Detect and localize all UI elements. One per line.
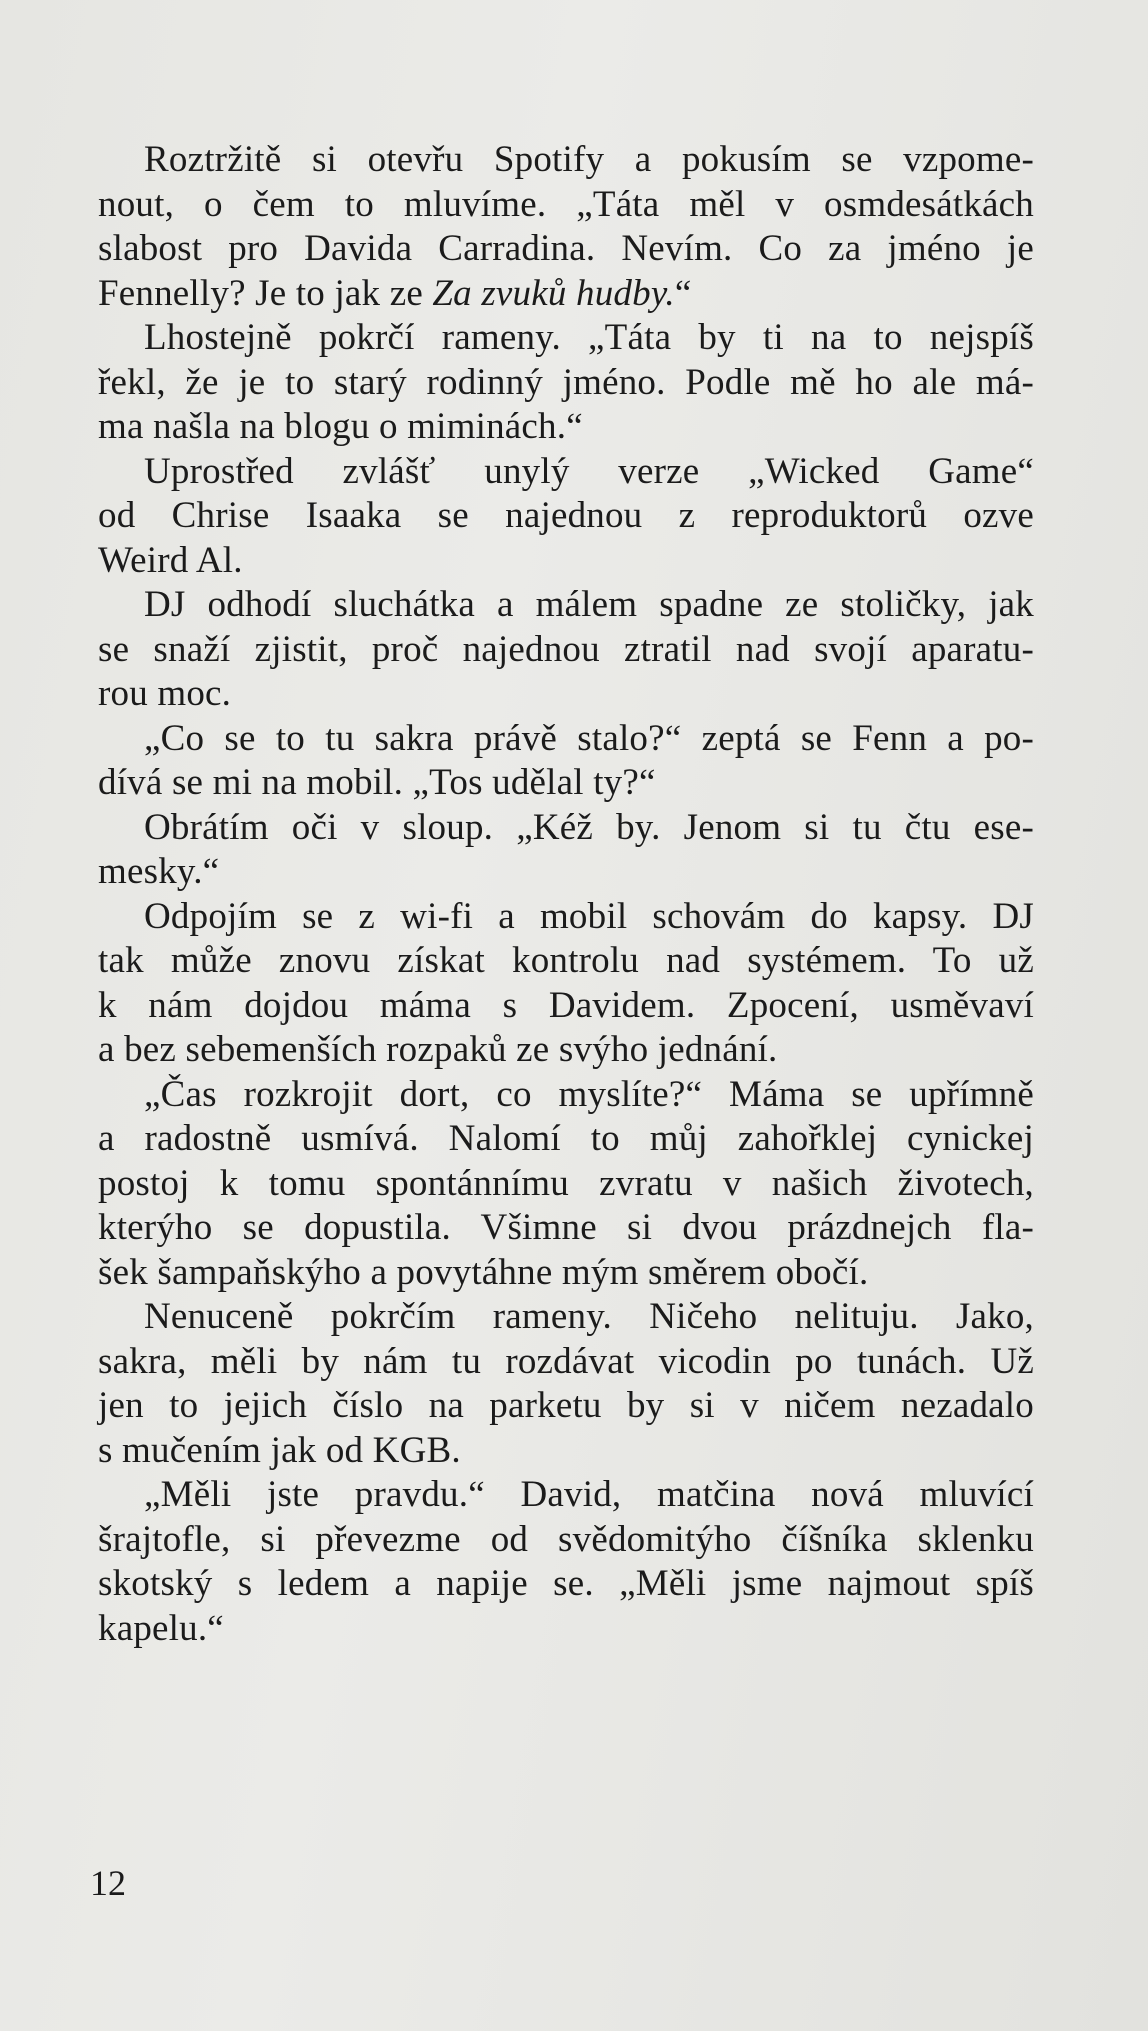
paragraph [98, 717, 1034, 806]
page-number: 12 [90, 1863, 126, 1903]
text-line: Obrátím oči v sloup. „Kéž by. Jenom si tu čtu ese- [144, 806, 1034, 848]
text-line: Fennelly? Je to jak ze Za zvuků hudby.“ [98, 272, 692, 314]
text-line: slabost pro Davida Carradina. Nevím. Co za jméno je [98, 228, 1034, 269]
text-line: od Chrise Isaaka se najednou z reproduktorů ozve [98, 495, 1034, 536]
text-line: kapelu.“ [98, 1607, 224, 1649]
text-line: Weird Al. [98, 539, 243, 581]
text-line: a bez sebemenších rozpaků ze svýho jednání. [98, 1029, 778, 1070]
text-line: tak může znovu získat kontrolu nad systémem. To už [98, 940, 1034, 981]
body-text [98, 138, 1034, 1651]
text-line: šrajtofle, si převezme od svědomitýho číšníka sklenku [98, 1518, 1034, 1560]
paragraph [98, 583, 1034, 717]
text-line: dívá se mi na mobil. „Tos udělal ty?“ [98, 762, 656, 803]
paragraph [98, 806, 1034, 895]
paragraph [98, 895, 1034, 1073]
text-line: jen to jejich číslo na parketu by si v ničem nezadalo [98, 1385, 1034, 1426]
text-line: „Čas rozkrojit dort, co myslíte?“ Máma se upřímně [144, 1073, 1034, 1115]
text-line: kterýho se dopustila. Všimne si dvou prázdnejch fla- [98, 1207, 1034, 1248]
text-line: Odpojím se z wi-fi a mobil schovám do kapsy. DJ [144, 895, 1034, 937]
text-line: mesky.“ [98, 851, 220, 892]
text-line: „Co se to tu sakra právě stalo?“ zeptá se Fenn a po- [144, 717, 1034, 759]
text-line: se snaží zjistit, proč najednou ztratil nad svojí aparatu- [98, 628, 1034, 670]
text-line: Lhostejně pokrčí rameny. „Táta by ti na to nejspíš [144, 317, 1034, 358]
paragraph [98, 1295, 1034, 1473]
text-line: a radostně usmívá. Nalomí to můj zahořklej cynickej [98, 1118, 1034, 1159]
italic-title: Za zvuků hudby. [432, 272, 675, 314]
text-line: řekl, že je to starý rodinný jméno. Podle mě ho ale má- [98, 361, 1034, 403]
text-line: k nám dojdou máma s Davidem. Zpocení, usměvaví [98, 984, 1034, 1026]
text-line: ma našla na blogu o miminách.“ [98, 406, 583, 447]
text-line: DJ odhodí sluchátka a málem spadne ze stoličky, jak [144, 584, 1034, 625]
text-line: s mučením jak od KGB. [98, 1429, 461, 1471]
text-line: rou moc. [98, 673, 232, 714]
paragraph [98, 1473, 1034, 1651]
paragraph [98, 1073, 1034, 1296]
paragraph [98, 316, 1034, 450]
text-line: šek šampaňskýho a povytáhne mým směrem obočí. [98, 1251, 869, 1293]
text-line: Nenuceně pokrčím rameny. Ničeho nelituju. Jako, [144, 1296, 1034, 1337]
text-line: Uprostřed zvlášť unylý verze „Wicked Game“ [144, 450, 1034, 492]
text-line: nout, o čem to mluvíme. „Táta měl v osmdesátkách [98, 183, 1034, 225]
text-line: Roztržitě si otevřu Spotify a pokusím se vzpome- [144, 139, 1034, 180]
text-line: postoj k tomu spontánnímu zvratu v našich životech, [98, 1162, 1034, 1204]
paragraph [98, 138, 1034, 316]
paragraph [98, 450, 1034, 584]
text-line: skotský s ledem a napije se. „Měli jsme najmout spíš [98, 1563, 1034, 1604]
text-line: „Měli jste pravdu.“ David, matčina nová mluvící [144, 1474, 1034, 1515]
text-line: sakra, měli by nám tu rozdávat vicodin po tunách. Už [98, 1340, 1034, 1382]
